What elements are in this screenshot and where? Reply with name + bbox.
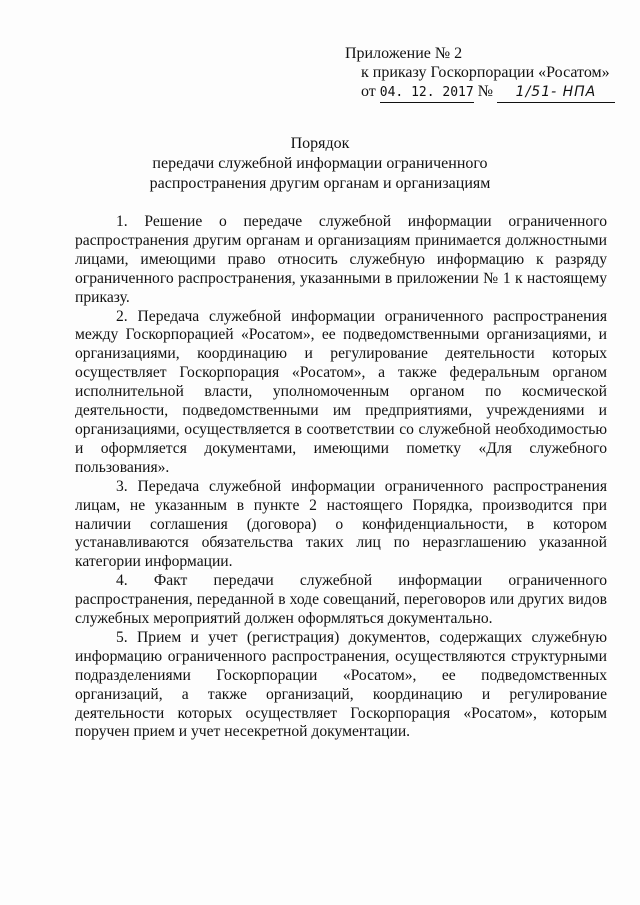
document-title	[0, 134, 640, 194]
document-body	[75, 213, 607, 742]
order-date-number	[345, 82, 615, 103]
title-line-2: передачи служебной информации ограниченного	[152, 155, 488, 172]
order-date: 04. 12. 2017	[380, 83, 474, 103]
appendix-header	[345, 44, 615, 103]
paragraph-2: 2. Передача служебной информации ограниченного распространения между Госкорпорацией «Росатом», ее подведомственными организациями, и организациями, координацию и регулирование деятельности которых осуществляет Госкорпорация «Росатом», а также федеральным органом исполнительной власти, уполномоченным органом по космической деятельности, подведомственными им предприятиями, учреждениями и организациями, осуществляется в соответствии со служебной необходимостью и оформляется документами, имеющими пометку «Для служебного пользования».	[75, 307, 607, 476]
paragraph-5: 5. Прием и учет (регистрация) документов, содержащих служебную информацию ограниченного распространения, осуществляются структурными подразделениями Госкорпорации «Росатом», ее подведомственных организаций, а также организаций, координацию и регулирование деятельности которых осуществляет Госкорпорация «Росатом», которым поручен прием и учет несекретной документации.	[75, 628, 607, 741]
order-reference: к приказу Госкорпорации «Росатом»	[361, 64, 610, 81]
title-line-3: распространения другим органам и организациям	[149, 175, 491, 192]
date-prefix: от	[361, 83, 376, 100]
order-number: 1/51- НПА	[497, 83, 615, 103]
paragraph-1: 1. Решение о передаче служебной информации ограниченного распространения другим органам и организациям принимается должностными лицами, имеющими право относить служебную информацию к разряду ограниченного распространения, указанными в приложении № 1 к настоящему приказу.	[75, 213, 607, 306]
appendix-label: Приложение № 2	[345, 45, 463, 62]
paragraph-3: 3. Передача служебной информации ограниченного распространения лицам, не указанным в пункте 2 настоящего Порядка, производится при наличии соглашения (договора) о конфиденциальности, в котором устанавливаются обязательства таких лиц по неразглашению указанной категории информации.	[75, 477, 607, 571]
number-prefix: №	[477, 83, 493, 100]
title-line-1: Порядок	[290, 135, 350, 152]
paragraph-4: 4. Факт передачи служебной информации ограниченного распространения, переданной в ходе совещаний, переговоров или других видов служебных мероприятий должен оформляться документально.	[75, 572, 607, 628]
